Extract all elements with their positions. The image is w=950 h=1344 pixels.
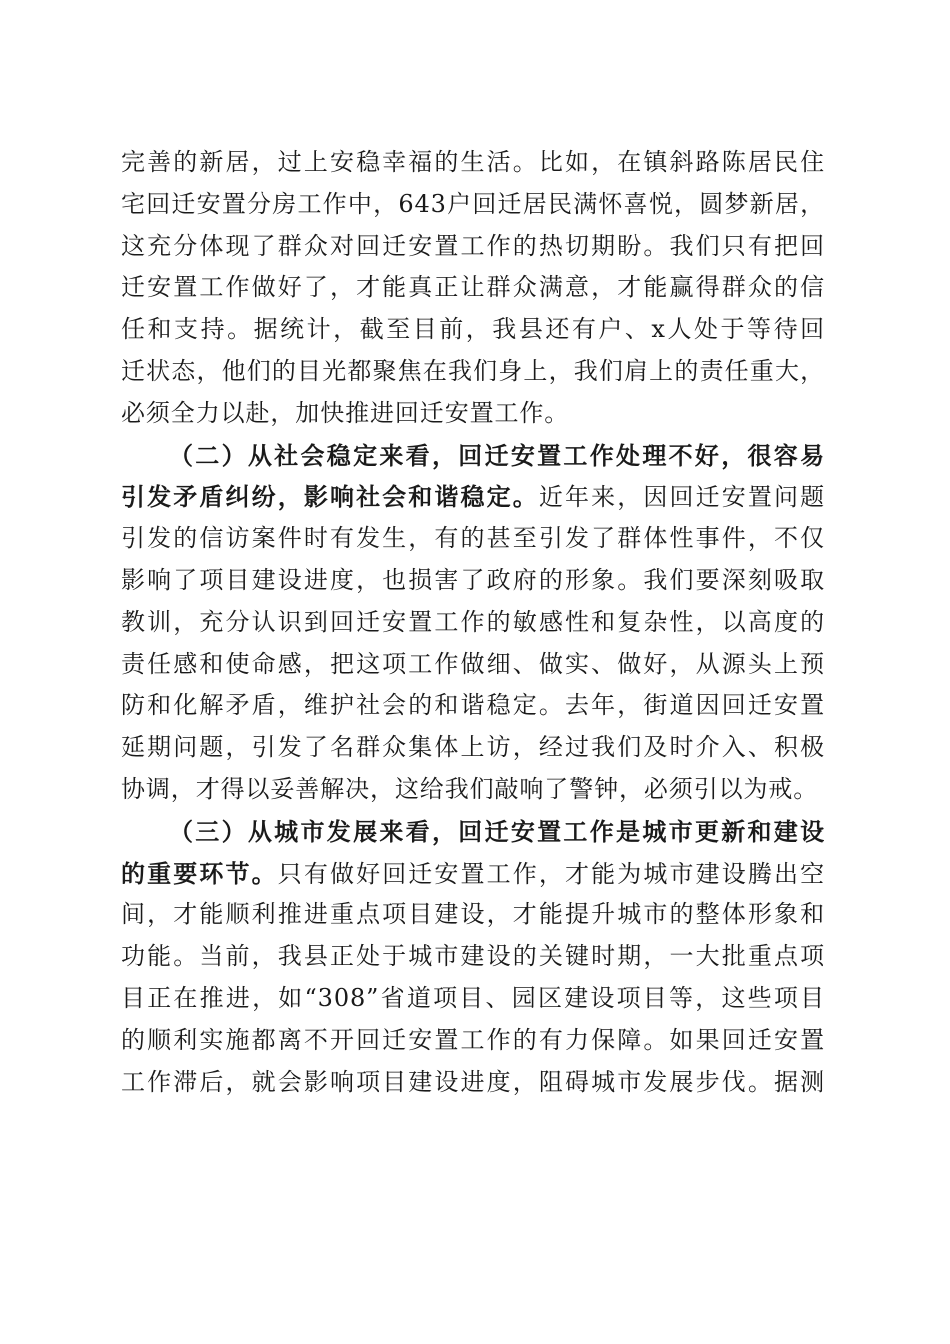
text-line: 工作滞后，就会影响项目建设进度，阻碍城市发展步伐。据测 (121, 1067, 825, 1096)
text-line: 责任感和使命感，把这项工作做细、做实、做好，从源头上预 (121, 649, 825, 678)
text-line: 任和支持。据统计，截至目前，我县还有户、x人处于等待回 (121, 315, 825, 344)
text-line: 迁安置工作做好了，才能真正让群众满意，才能赢得群众的信 (121, 273, 825, 302)
text-line: 协调，才得以妥善解决，这给我们敲响了警钟，必须引以为戒。 (121, 774, 819, 803)
text-line: 功能。当前，我县正处于城市建设的关键时期，一大批重点项 (121, 942, 825, 971)
section-heading-line: 引发矛盾纠纷，影响社会和谐稳定。近年来，因回迁安置问题 (121, 482, 825, 512)
text-line: 完善的新居，过上安稳幸福的生活。比如，在镇斜路陈居民住 (121, 148, 825, 176)
text-line: 的顺利实施都离不开回迁安置工作的有力保障。如果回迁安置 (121, 1025, 825, 1054)
text-line: 防和化解矛盾，维护社会的和谐稳定。去年，街道因回迁安置 (121, 691, 825, 720)
text-line: 影响了项目建设进度，也损害了政府的形象。我们要深刻吸取 (121, 565, 825, 594)
text-line: 延期问题，引发了名群众集体上访，经过我们及时介入、积极 (121, 733, 825, 762)
text-line: 教训，充分认识到回迁安置工作的敏感性和复杂性，以高度的 (121, 607, 825, 636)
text-line: 间，才能顺利推进重点项目建设，才能提升城市的整体形象和 (121, 900, 825, 929)
text-line: 引发的信访案件时有发生，有的甚至引发了群体性事件，不仅 (121, 524, 825, 553)
section-heading-line: （二）从社会稳定来看，回迁安置工作处理不好，很容易 (169, 440, 825, 470)
section-heading-line: （三）从城市发展来看，回迁安置工作是城市更新和建设 (169, 816, 825, 846)
body-text (121, 142, 825, 1103)
text-line: 这充分体现了群众对回迁安置工作的热切期盼。我们只有把回 (121, 231, 825, 260)
text-line: 必须全力以赴，加快推进回迁安置工作。 (121, 398, 570, 427)
text-line: 宅回迁安置分房工作中，643户回迁居民满怀喜悦，圆梦新居， (121, 189, 825, 218)
section-heading-line: 的重要环节。只有做好回迁安置工作，才能为城市建设腾出空 (121, 858, 825, 888)
text-line: 目正在推进，如“308”省道项目、园区建设项目等，这些项目 (121, 983, 825, 1012)
text-line: 迁状态，他们的目光都聚焦在我们身上，我们肩上的责任重大， (121, 356, 825, 385)
